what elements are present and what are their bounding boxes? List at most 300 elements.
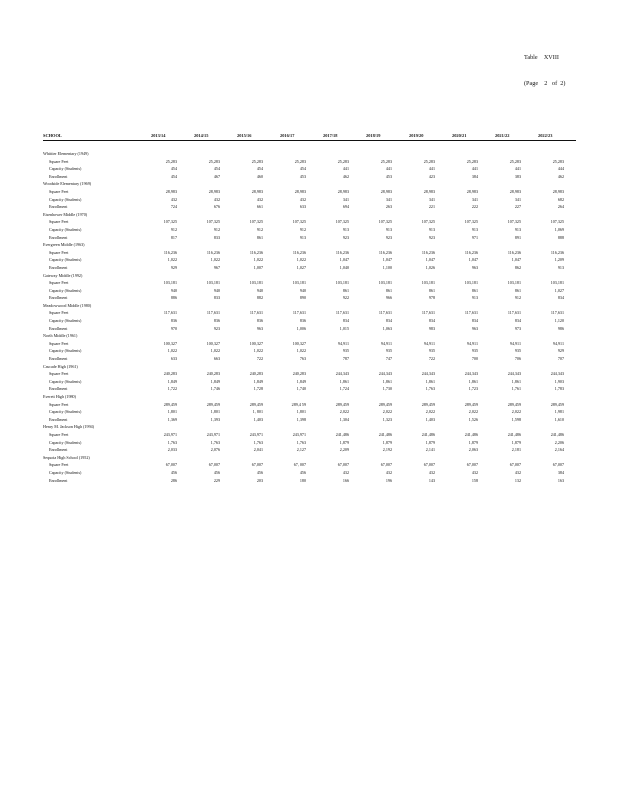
table-cell: 432 (428, 469, 435, 475)
table-cell: 763 (299, 356, 306, 362)
table-cell: 1,063 (382, 325, 392, 331)
table-cell: 289,459 (421, 401, 435, 407)
metric-label: Square Feet (49, 188, 69, 194)
table-cell: 1,022 (210, 348, 220, 354)
table-cell: 1,393 (210, 416, 220, 422)
table-cell: 940 (299, 287, 306, 293)
table-cell: 834 (428, 318, 435, 324)
table-cell: 1,722 (167, 386, 177, 392)
table-cell: 935 (471, 348, 478, 354)
table-cell: 2,022 (425, 409, 435, 415)
table-cell: 28,983 (380, 188, 392, 194)
school-name: North Middle (1961) (43, 333, 78, 339)
table-cell: 28,983 (251, 188, 263, 194)
table-cell: 116,236 (507, 249, 521, 255)
table-cell: 100,327 (249, 340, 263, 346)
table-cell: 1,209 (554, 257, 564, 263)
table-cell: 861 (256, 234, 263, 240)
table-cell: 453 (385, 173, 392, 179)
table-cell: 1,903 (554, 378, 564, 384)
table-row (43, 446, 576, 454)
facilities-table (43, 133, 576, 484)
table-cell: 28,983 (165, 188, 177, 194)
table-cell: 2,033 (167, 447, 177, 453)
table-cell: 456 (213, 469, 220, 475)
table-cell: 2,076 (210, 447, 220, 453)
table-cell: 1,740 (296, 386, 306, 392)
table-cell: 707 (557, 356, 564, 362)
table-cell: 1,879 (468, 439, 478, 445)
table-cell: 100,327 (163, 340, 177, 346)
year-header: 2022/23 (538, 133, 553, 138)
table-cell: 834 (385, 318, 392, 324)
table-cell: 2,063 (468, 447, 478, 453)
table-cell: 633 (170, 356, 177, 362)
table-row (43, 461, 576, 469)
table-cell: 67, 007 (293, 462, 306, 468)
table-cell: 682 (557, 196, 564, 202)
table-cell: 383 (514, 173, 521, 179)
year-header: 2014/15 (194, 133, 209, 138)
table-cell: 913 (471, 226, 478, 232)
table-cell: 441 (385, 166, 392, 172)
table-cell: 241,486 (335, 431, 349, 437)
table-cell: 244,343 (421, 371, 435, 377)
table-cell: 116,236 (292, 249, 306, 255)
school-name: Evergreen Middle (1963) (43, 242, 85, 248)
table-cell: 913 (428, 226, 435, 232)
table-cell: 834 (514, 318, 521, 324)
table-cell: 1,006 (296, 325, 306, 331)
table-cell: 25,283 (552, 158, 564, 164)
metric-label: Square Feet (49, 431, 69, 437)
table-cell: 2,164 (554, 447, 564, 453)
table-cell: 103,181 (249, 280, 263, 286)
metric-label: Capacity (Students) (49, 439, 82, 445)
table-cell: 286 (170, 477, 177, 483)
table-cell: 836 (299, 318, 306, 324)
table-cell: 935 (342, 348, 349, 354)
table-cell: 432 (299, 196, 306, 202)
table-cell: 1,027 (296, 264, 306, 270)
table-cell: 341 (471, 196, 478, 202)
table-cell: 1,861 (468, 378, 478, 384)
table-cell: 913 (514, 226, 521, 232)
table-cell: 28,983 (208, 188, 220, 194)
table-cell: 244,343 (507, 371, 521, 377)
table-cell: 103,181 (335, 280, 349, 286)
table-cell: 861 (385, 287, 392, 293)
table-cell: 432 (342, 469, 349, 475)
table-cell: 886 (170, 295, 177, 301)
table-cell: 836 (170, 318, 177, 324)
metric-label: Square Feet (49, 310, 69, 316)
table-cell: 67,007 (423, 462, 435, 468)
table-cell: 103,181 (378, 280, 392, 286)
table-cell: 103,181 (507, 280, 521, 286)
table-cell: 1,369 (167, 416, 177, 422)
table-cell: 834 (557, 295, 564, 301)
year-header: 2019/20 (409, 133, 424, 138)
table-cell: 1,022 (167, 348, 177, 354)
table-cell: 722 (256, 356, 263, 362)
table-cell: 836 (213, 318, 220, 324)
table-cell: 1,069 (554, 226, 564, 232)
school-name: Everett High (1980) (43, 394, 76, 399)
table-cell: 967 (213, 264, 220, 270)
table-cell: 289,459 (206, 401, 220, 407)
table-cell: 1,783 (554, 386, 564, 392)
table-cell: 341 (342, 196, 349, 202)
table-cell: 67,007 (251, 462, 263, 468)
school-name-row (43, 302, 576, 310)
table-cell: 116,236 (206, 249, 220, 255)
table-cell: 1,304 (339, 416, 349, 422)
school-name-row (43, 150, 576, 158)
table-cell: 834 (342, 318, 349, 324)
metric-label: Enrollment (49, 325, 68, 331)
table-cell: 244,343 (378, 371, 392, 377)
school-column-header: SCHOOL (43, 133, 62, 138)
table-cell: 441 (471, 166, 478, 172)
table-row (43, 325, 576, 333)
school-name-row (43, 241, 576, 249)
table-cell: 1,746 (210, 386, 220, 392)
table-cell: 1,022 (210, 257, 220, 263)
table-cell: 241,486 (421, 431, 435, 437)
table-cell: 1,610 (554, 416, 564, 422)
table-cell: 2,141 (425, 447, 435, 453)
metric-label: Enrollment (49, 477, 68, 483)
table-cell: 970 (170, 325, 177, 331)
year-header: 2020/21 (452, 133, 467, 138)
table-cell: 1,047 (511, 257, 521, 263)
table-cell: 1,861 (339, 378, 349, 384)
metric-label: Capacity (Students) (49, 409, 82, 415)
table-cell: 462 (342, 173, 349, 179)
table-cell: 1,022 (167, 257, 177, 263)
school-name: Eisenhower Middle (1970) (43, 211, 88, 217)
table-cell: 116,236 (335, 249, 349, 255)
school-name: Whittier Elementary (1949) (43, 151, 89, 156)
table-cell: 1,723 (468, 386, 478, 392)
table-cell: 817 (170, 234, 177, 240)
table-cell: 107,325 (163, 219, 177, 225)
metric-label: Square Feet (49, 371, 69, 377)
table-row (43, 439, 576, 447)
table-cell: 787 (342, 356, 349, 362)
table-cell: 341 (514, 196, 521, 202)
table-cell: 1,861 (511, 378, 521, 384)
table-cell: 243,971 (163, 431, 177, 437)
table-cell: 722 (428, 356, 435, 362)
table-row (43, 355, 576, 363)
table-cell: 467 (213, 173, 220, 179)
table-cell: 67,007 (165, 462, 177, 468)
table-cell: 2,127 (296, 447, 306, 453)
table-row (43, 287, 576, 295)
table-cell: 441 (428, 166, 435, 172)
school-name-row (43, 363, 576, 371)
table-cell: 103,181 (163, 280, 177, 286)
school-name-row (43, 332, 576, 340)
table-cell: 28,983 (294, 188, 306, 194)
table-cell: 1,861 (382, 378, 392, 384)
metric-label: Capacity (Students) (49, 257, 82, 263)
table-cell: 241,486 (550, 431, 564, 437)
table-cell: 117,631 (163, 310, 177, 316)
table-row (43, 477, 576, 485)
table-number: Table XVIII (524, 54, 559, 61)
table-cell: 28,983 (509, 188, 521, 194)
table-cell: 663 (213, 356, 220, 362)
table-cell: 158 (471, 477, 478, 483)
table-cell: 107,325 (249, 219, 263, 225)
year-header: 2015/16 (237, 133, 252, 138)
table-cell: 454 (170, 173, 177, 179)
table-row (43, 249, 576, 257)
table-cell: 341 (428, 196, 435, 202)
table-cell: 117,631 (249, 310, 263, 316)
table-cell: 1,022 (253, 348, 263, 354)
table-cell: 196 (385, 477, 392, 483)
table-cell: 221 (428, 204, 435, 210)
table-cell: 963 (256, 325, 263, 331)
table-cell: 861 (514, 287, 521, 293)
table-cell: 67,007 (208, 462, 220, 468)
table-cell: 694 (342, 204, 349, 210)
table-cell: 929 (170, 264, 177, 270)
table-cell: 28,983 (466, 188, 478, 194)
table-cell: 229 (213, 477, 220, 483)
year-header: 2016/17 (280, 133, 295, 138)
table-cell: 441 (342, 166, 349, 172)
table-cell: 454 (299, 166, 306, 172)
table-cell: 222 (471, 204, 478, 210)
table-cell: 1,801 (296, 409, 306, 415)
table-cell: 103,181 (464, 280, 478, 286)
table-cell: 676 (213, 204, 220, 210)
table-cell: 747 (385, 356, 392, 362)
table-cell: 861 (471, 287, 478, 293)
table-cell: 1,022 (296, 348, 306, 354)
table-cell: 67,007 (552, 462, 564, 468)
table-row (43, 370, 576, 378)
table-cell: 2,181 (511, 447, 521, 453)
table-cell: 432 (213, 196, 220, 202)
table-header (43, 133, 576, 141)
table-row (43, 279, 576, 287)
table-cell: 67,007 (509, 462, 521, 468)
table-cell: 1,398 (296, 416, 306, 422)
table-cell: 929 (557, 348, 564, 354)
table-row (43, 385, 576, 393)
table-cell: 94,911 (466, 340, 478, 346)
table-row (43, 416, 576, 424)
table-cell: 1,047 (425, 257, 435, 263)
table-cell: 963 (471, 264, 478, 270)
year-header: 2013/14 (151, 133, 166, 138)
table-cell: 935 (514, 348, 521, 354)
table-row (43, 218, 576, 226)
table-cell: 289,459 (249, 401, 263, 407)
table-cell: 912 (213, 226, 220, 232)
table-cell: 633 (299, 204, 306, 210)
table-cell: 923 (385, 234, 392, 240)
table-cell: 117,631 (550, 310, 564, 316)
metric-label: Enrollment (49, 234, 68, 240)
table-cell: 1,763 (210, 439, 220, 445)
table-cell: 240,283 (206, 371, 220, 377)
table-cell: 289,459 (163, 401, 177, 407)
table-cell: 100,327 (206, 340, 220, 346)
table-cell: 923 (213, 325, 220, 331)
metric-label: Square Feet (49, 158, 69, 164)
table-cell: 289,459 (335, 401, 349, 407)
table-cell: 341 (385, 196, 392, 202)
school-name-row (43, 180, 576, 188)
table-cell: 1,761 (511, 386, 521, 392)
table-cell: 978 (428, 295, 435, 301)
table-row (43, 165, 576, 173)
table-cell: 25,283 (294, 158, 306, 164)
table-cell: 1,763 (253, 439, 263, 445)
metric-label: Square Feet (49, 219, 69, 225)
table-cell: 25,283 (380, 158, 392, 164)
table-cell: 1, 801 (252, 409, 263, 415)
table-row (43, 188, 576, 196)
school-name-row (43, 211, 576, 219)
metric-label: Square Feet (49, 249, 69, 255)
table-cell: 456 (256, 469, 263, 475)
table-cell: 913 (385, 226, 392, 232)
table-cell: 1,879 (425, 439, 435, 445)
table-cell: 132 (514, 477, 521, 483)
table-cell: 240,283 (249, 371, 263, 377)
table-cell: 1,022 (253, 257, 263, 263)
school-name-row (43, 272, 576, 280)
table-cell: 264 (557, 204, 564, 210)
table-cell: 107,325 (335, 219, 349, 225)
metric-label: Capacity (Students) (49, 318, 82, 324)
table-cell: 116,236 (378, 249, 392, 255)
table-cell: 107,325 (550, 219, 564, 225)
table-row (43, 226, 576, 234)
table-cell: 2,206 (554, 439, 564, 445)
table-cell: 1,040 (339, 264, 349, 270)
table-cell: 1,007 (253, 264, 263, 270)
table-cell: 1,526 (468, 416, 478, 422)
metric-label: Capacity (Students) (49, 226, 82, 232)
table-cell: 116,236 (421, 249, 435, 255)
table-cell: 1,022 (296, 257, 306, 263)
table-cell: 117,631 (378, 310, 392, 316)
table-cell: 923 (428, 234, 435, 240)
table-row (43, 408, 576, 416)
table-cell: 67,007 (466, 462, 478, 468)
table-cell: 107,325 (206, 219, 220, 225)
table-cell: 1,015 (339, 325, 349, 331)
table-cell: 1,047 (382, 257, 392, 263)
table-cell: 1,047 (339, 257, 349, 263)
metric-label: Capacity (Students) (49, 166, 82, 172)
metric-label: Enrollment (49, 295, 68, 301)
table-cell: 2,192 (382, 447, 392, 453)
table-cell: 432 (170, 196, 177, 202)
table-cell: 973 (514, 325, 521, 331)
table-cell: 1,403 (425, 416, 435, 422)
table-cell: 244,343 (550, 371, 564, 377)
table-cell: 243,971 (292, 431, 306, 437)
table-cell: 227 (514, 204, 521, 210)
school-name: Gateway Middle (1992) (43, 272, 83, 278)
table-row (43, 431, 576, 439)
table-cell: 862 (514, 264, 521, 270)
table-cell: 117,631 (335, 310, 349, 316)
table-cell: 117,631 (206, 310, 220, 316)
year-header: 2021/22 (495, 133, 510, 138)
table-cell: 460 (256, 173, 263, 179)
table-cell: 117,631 (507, 310, 521, 316)
year-header: 2018/19 (366, 133, 381, 138)
table-cell: 244,343 (335, 371, 349, 377)
metric-label: Capacity (Students) (49, 287, 82, 293)
table-row (43, 401, 576, 409)
table-row (43, 340, 576, 348)
table-row (43, 264, 576, 272)
school-name: Meadowwood Middle (1980) (43, 302, 92, 308)
table-cell: 2,022 (511, 409, 521, 415)
metric-label: Capacity (Students) (49, 469, 82, 475)
table-cell: 1,047 (468, 257, 478, 263)
table-cell: 724 (170, 204, 177, 210)
metric-label: Enrollment (49, 173, 68, 179)
table-cell: 454 (256, 166, 263, 172)
table-cell: 834 (471, 318, 478, 324)
table-cell: 25,283 (251, 158, 263, 164)
table-cell: 940 (170, 287, 177, 293)
table-cell: 116,236 (464, 249, 478, 255)
metric-label: Capacity (Students) (49, 378, 82, 384)
table-cell: 966 (385, 295, 392, 301)
table-cell: 103,181 (550, 280, 564, 286)
table-cell: 2,022 (339, 409, 349, 415)
table-cell: 922 (342, 295, 349, 301)
table-cell: 913 (471, 295, 478, 301)
metric-label: Capacity (Students) (49, 348, 82, 354)
table-cell: 1,801 (210, 409, 220, 415)
table-cell: 700 (471, 356, 478, 362)
metric-label: Square Feet (49, 340, 69, 346)
table-cell: 1,879 (511, 439, 521, 445)
table-cell: 25,283 (509, 158, 521, 164)
table-cell: 289,459 (507, 401, 521, 407)
table-cell: 2,041 (253, 447, 263, 453)
table-cell: 116,236 (163, 249, 177, 255)
table-cell: 117,631 (464, 310, 478, 316)
table-cell: 983 (428, 325, 435, 331)
table-cell: 454 (170, 166, 177, 172)
table-cell: 661 (256, 204, 263, 210)
table-cell: 935 (428, 348, 435, 354)
table-cell: 180 (299, 477, 306, 483)
school-name: Cascade High (1961) (43, 363, 78, 369)
table-cell: 833 (213, 295, 220, 301)
table-cell: 454 (213, 166, 220, 172)
table-cell: 103,181 (206, 280, 220, 286)
table-cell: 117,631 (292, 310, 306, 316)
metric-label: Square Feet (49, 462, 69, 468)
